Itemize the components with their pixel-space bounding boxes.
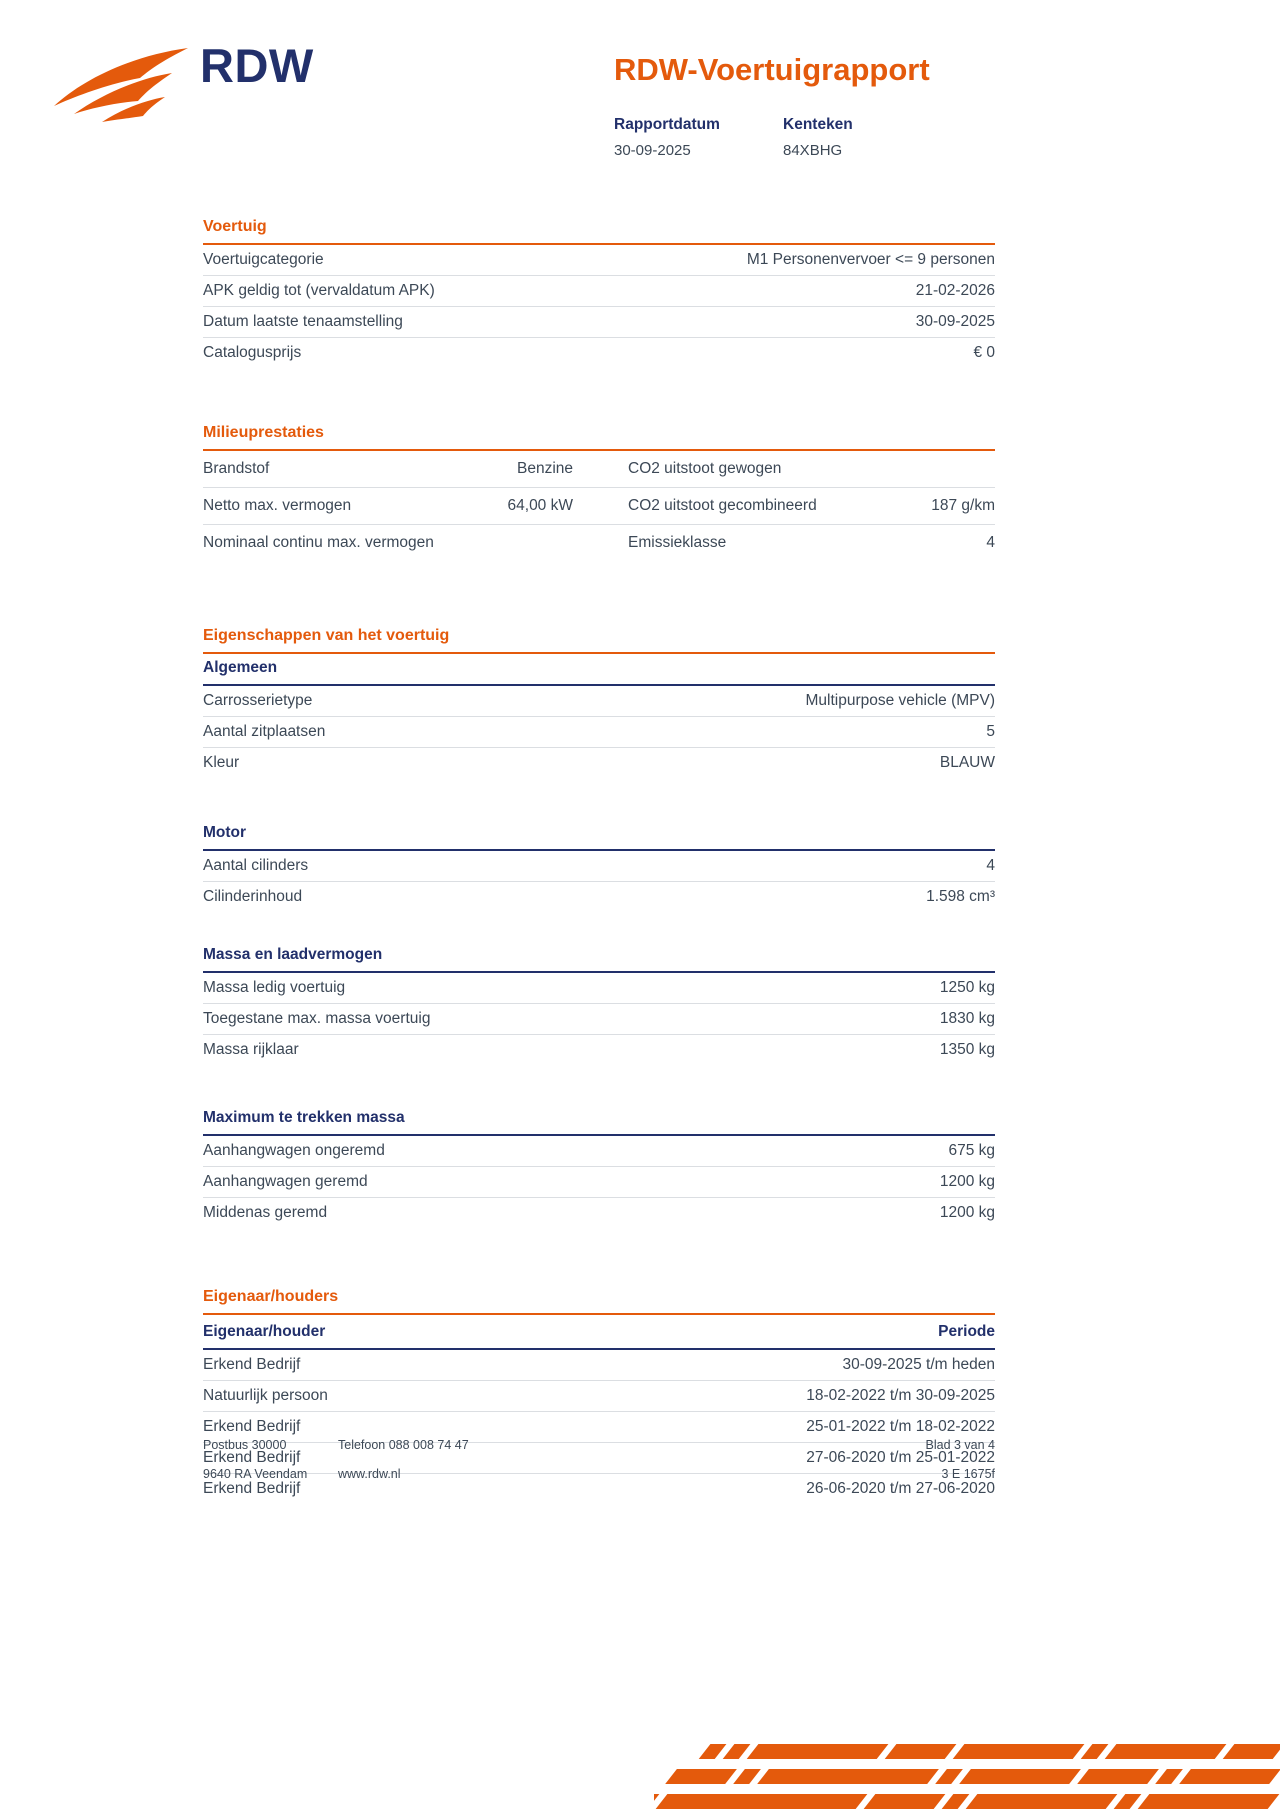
owner-name: Erkend Bedrijf <box>203 1480 301 1497</box>
row-value: 1830 kg <box>939 1010 995 1027</box>
algemeen-rows <box>203 686 995 778</box>
table-row <box>203 1167 995 1198</box>
row-value: 5 <box>986 723 995 740</box>
row-value: 4 <box>986 857 995 874</box>
footer-city: 9640 RA Veendam <box>203 1467 308 1481</box>
row-label: Cilinderinhoud <box>203 888 303 905</box>
table-row <box>203 1004 995 1035</box>
subsection-title-motor: Motor <box>203 824 995 851</box>
section-heading-eigenaar: Eigenaar/houders <box>203 1288 995 1315</box>
kenteken-label: Kenteken <box>783 116 853 133</box>
row-label: Catalogusprijs <box>203 344 302 361</box>
owner-name: Erkend Bedrijf <box>203 1449 301 1466</box>
milieuprestaties-rows <box>203 451 995 561</box>
row-label: Netto max. vermogen <box>203 497 352 514</box>
owner-period: 18-02-2022 t/m 30-09-2025 <box>806 1387 995 1404</box>
row-value: 64,00 kW <box>507 497 573 514</box>
owner-name: Natuurlijk persoon <box>203 1387 328 1404</box>
voertuig-rows <box>203 245 995 368</box>
row-label: Aantal cilinders <box>203 857 309 874</box>
section-heading-voertuig: Voertuig <box>203 218 995 245</box>
footer-page-number: Blad 3 van 4 <box>925 1438 995 1452</box>
footer-line-2 <box>203 1467 995 1481</box>
owner-period: 25-01-2022 t/m 18-02-2022 <box>806 1418 995 1435</box>
report-date-value: 30-09-2025 <box>614 142 691 159</box>
row-label: Emissieklasse <box>628 534 727 551</box>
row-label: Voertuigcategorie <box>203 251 324 268</box>
page-footer <box>203 1438 995 1496</box>
table-row <box>203 276 995 307</box>
kenteken <box>783 116 952 159</box>
subsection-title-trekken: Maximum te trekken massa <box>203 1109 995 1136</box>
row-label: Massa rijklaar <box>203 1041 299 1058</box>
table-row <box>203 338 995 368</box>
owner-name: Erkend Bedrijf <box>203 1356 301 1373</box>
table-row <box>203 973 995 1004</box>
table-row <box>203 525 995 561</box>
row-value: 187 g/km <box>931 497 995 514</box>
row-label: Aanhangwagen geremd <box>203 1173 368 1190</box>
section-heading-milieuprestaties: Milieuprestaties <box>203 424 995 451</box>
trekken-rows <box>203 1136 995 1228</box>
row-value: € 0 <box>973 344 995 361</box>
row-label: CO2 uitstoot gecombineerd <box>628 497 817 514</box>
row-label: APK geldig tot (vervaldatum APK) <box>203 282 435 299</box>
table-row <box>203 717 995 748</box>
table-row <box>203 1381 995 1412</box>
row-label: Datum laatste tenaamstelling <box>203 313 403 330</box>
table-row <box>203 1198 995 1228</box>
page-title: RDW-Voertuigrapport <box>614 52 930 87</box>
table-row <box>203 1350 995 1381</box>
row-label: Middenas geremd <box>203 1204 328 1221</box>
row-value: 1250 kg <box>939 979 995 996</box>
row-value: 4 <box>986 534 995 551</box>
row-label: Aanhangwagen ongeremd <box>203 1142 385 1159</box>
footer-website: www.rdw.nl <box>338 1467 401 1481</box>
row-value: 1200 kg <box>939 1173 995 1190</box>
row-label: CO2 uitstoot gewogen <box>628 460 782 477</box>
row-label: Brandstof <box>203 460 270 477</box>
subsection-title-algemeen: Algemeen <box>203 659 995 686</box>
table-row <box>203 488 995 525</box>
row-value: M1 Personenvervoer <= 9 personen <box>746 251 995 268</box>
owner-period: 30-09-2025 t/m heden <box>842 1356 995 1373</box>
row-label: Toegestane max. massa voertuig <box>203 1010 431 1027</box>
report-meta <box>614 116 952 159</box>
subsection-massa <box>203 946 995 1065</box>
row-value: 1350 kg <box>939 1041 995 1058</box>
footer-line-1 <box>203 1438 995 1452</box>
section-voertuig <box>203 218 995 368</box>
table-row <box>203 686 995 717</box>
owners-table-header <box>203 1315 995 1350</box>
owner-period: 26-06-2020 t/m 27-06-2020 <box>806 1480 995 1497</box>
row-label: Massa ledig voertuig <box>203 979 346 996</box>
row-label: Kleur <box>203 754 240 771</box>
column-header-period: Periode <box>938 1323 995 1340</box>
table-row <box>203 1136 995 1167</box>
table-row <box>203 851 995 882</box>
report-content <box>203 218 995 1504</box>
footer-doc-code: 3 E 1675f <box>941 1467 995 1481</box>
subsection-trekken <box>203 1109 995 1228</box>
row-value: 675 kg <box>948 1142 995 1159</box>
row-value: Benzine <box>516 460 573 477</box>
row-value: 21-02-2026 <box>915 282 995 299</box>
row-label: Nominaal continu max. vermogen <box>203 534 434 551</box>
table-row <box>203 1035 995 1065</box>
footer-phone: Telefoon 088 008 74 47 <box>338 1438 469 1452</box>
table-row <box>203 451 995 488</box>
massa-rows <box>203 973 995 1065</box>
kenteken-value: 84XBHG <box>783 142 843 159</box>
subsection-title-massa: Massa en laadvermogen <box>203 946 995 973</box>
table-row <box>203 882 995 912</box>
table-row <box>203 307 995 338</box>
footer-postbus: Postbus 30000 <box>203 1438 287 1452</box>
row-label: Aantal zitplaatsen <box>203 723 326 740</box>
section-eigenschappen <box>203 627 995 1228</box>
row-label: Carrosserietype <box>203 692 313 709</box>
rdw-logo-text: RDW <box>200 39 314 92</box>
owner-period: 27-06-2020 t/m 25-01-2022 <box>806 1449 995 1466</box>
row-value: BLAUW <box>939 754 995 771</box>
footer-stripes-graphic <box>654 1742 1280 1816</box>
row-value: Multipurpose vehicle (MPV) <box>805 692 995 709</box>
row-value: 1200 kg <box>939 1204 995 1221</box>
section-milieuprestaties <box>203 424 995 561</box>
subsection-motor <box>203 824 995 912</box>
owner-name: Erkend Bedrijf <box>203 1418 301 1435</box>
table-row <box>203 245 995 276</box>
row-value: 30-09-2025 <box>915 313 995 330</box>
report-date-label: Rapportdatum <box>614 116 720 133</box>
column-header-owner: Eigenaar/houder <box>203 1323 326 1340</box>
table-row <box>203 748 995 778</box>
report-date <box>614 116 783 159</box>
rdw-wing-icon <box>52 44 190 126</box>
section-heading-eigenschappen: Eigenschappen van het voertuig <box>203 627 995 654</box>
subsection-algemeen <box>203 659 995 778</box>
row-value: 1.598 cm³ <box>926 888 995 905</box>
motor-rows <box>203 851 995 912</box>
